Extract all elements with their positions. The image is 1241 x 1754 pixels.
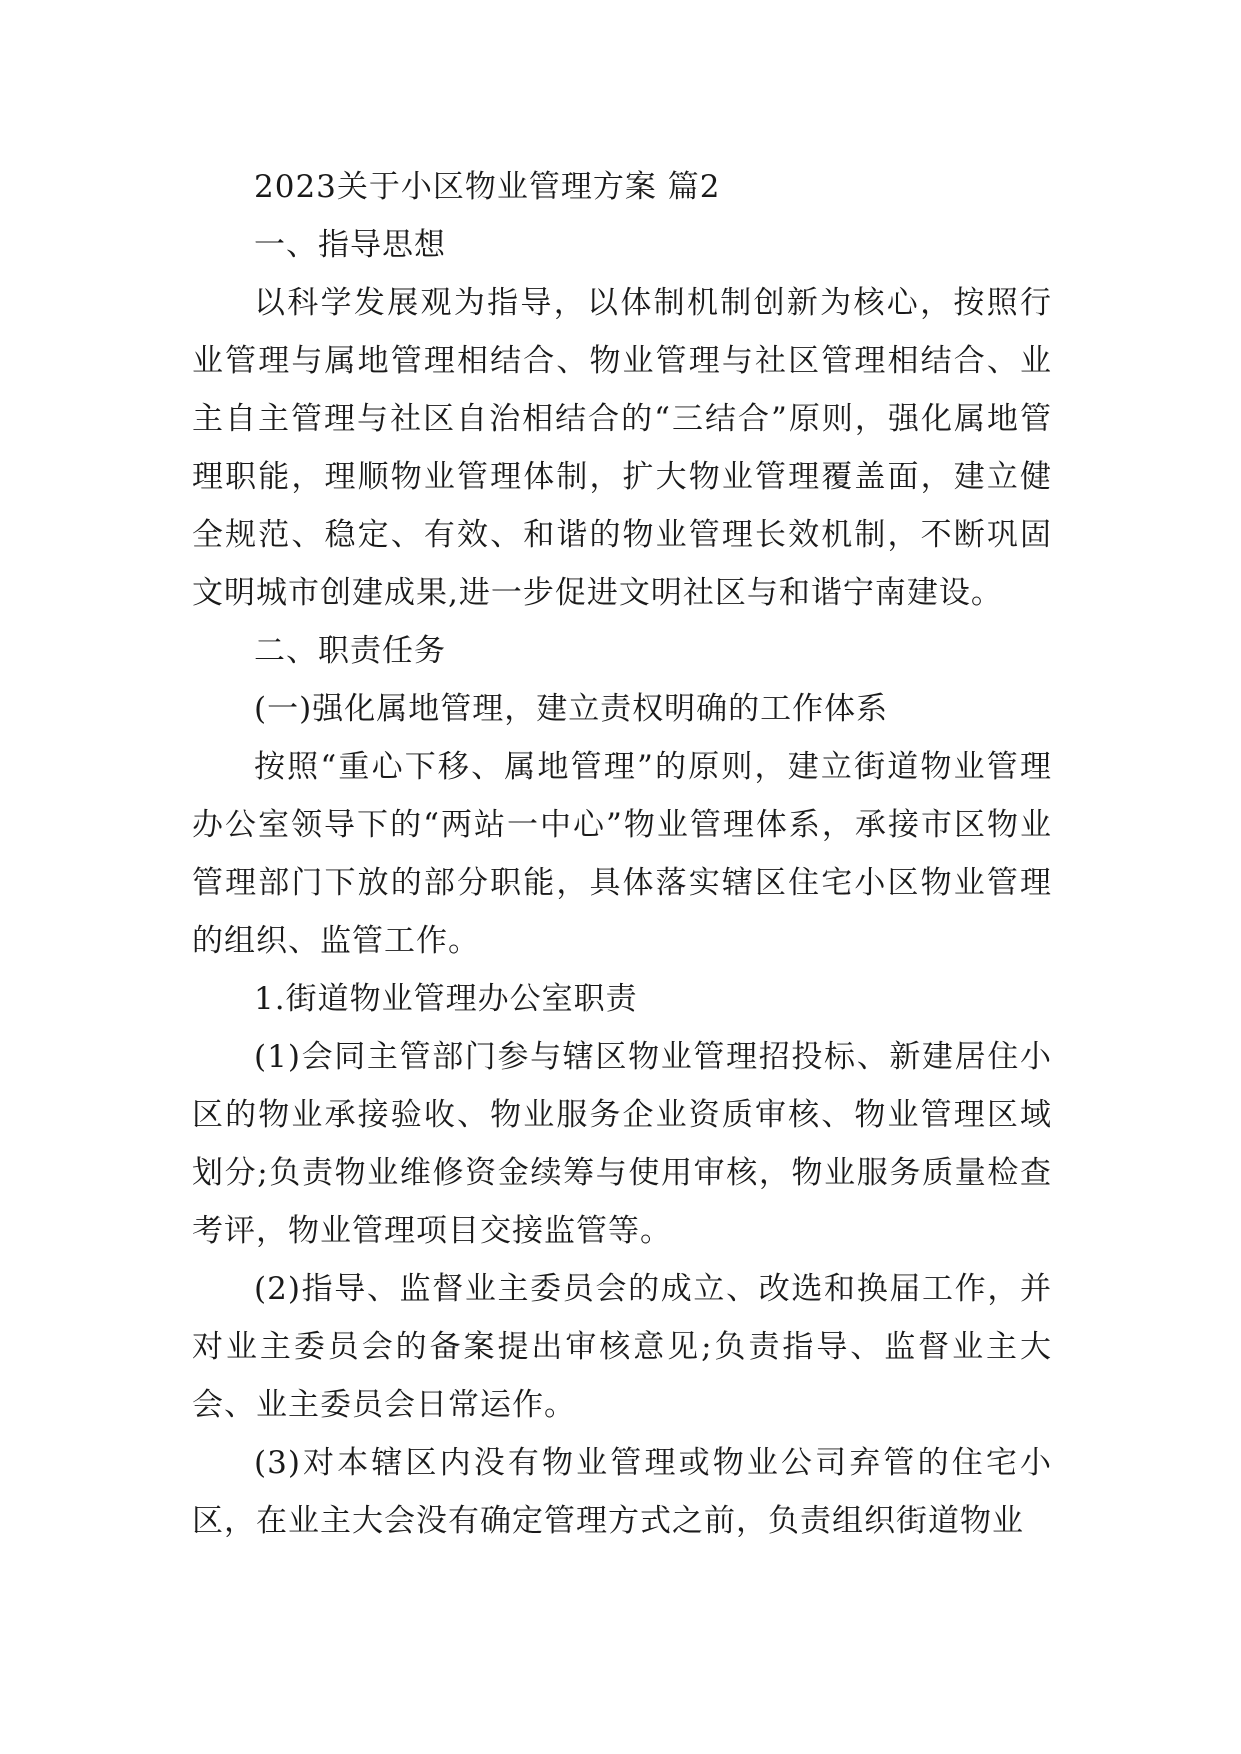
list-item-duty-1: (1)会同主管部门参与辖区物业管理招投标、新建居住小区的物业承接验收、物业服务企业资质审核、物业管理区域划分;负责物业维修资金续筹与使用审核，物业服务质量检查考评，物业管理项目交接监管等。 (192, 1039, 1052, 1249)
document-title: 2023关于小区物业管理方案 篇2 (254, 169, 721, 205)
list-item-duty-2: (2)指导、监督业主委员会的成立、改选和换届工作，并对业主委员会的备案提出审核意见;负责指导、监督业主大会、业主委员会日常运作。 (192, 1271, 1052, 1423)
section-heading-guiding-thought: 一、指导思想 (254, 227, 446, 263)
item-heading-office-duties: 1.街道物业管理办公室职责 (254, 981, 638, 1017)
list-item-duty-3: (3)对本辖区内没有物业管理或物业公司弃管的住宅小区，在业主大会没有确定管理方式之前，负责组织街道物业 (192, 1445, 1052, 1539)
section-heading-duties: 二、职责任务 (254, 633, 446, 669)
document-body (192, 158, 1052, 1550)
subsection-heading-territorial-management: (一)强化属地管理，建立责权明确的工作体系 (254, 691, 889, 727)
paragraph-guiding-thought: 以科学发展观为指导，以体制机制创新为核心，按照行业管理与属地管理相结合、物业管理与社区管理相结合、业主自主管理与社区自治相结合的“三结合”原则，强化属地管理职能，理顺物业管理体制，扩大物业管理覆盖面，建立健全规范、稳定、有效、和谐的物业管理长效机制，不断巩固文明城市创建成果,进一步促进文明社区与和谐宁南建设。 (192, 285, 1052, 611)
paragraph-territorial-management: 按照“重心下移、属地管理”的原则，建立街道物业管理办公室领导下的“两站一中心”物业管理体系，承接市区物业管理部门下放的部分职能，具体落实辖区住宅小区物业管理的组织、监管工作。 (192, 749, 1052, 959)
